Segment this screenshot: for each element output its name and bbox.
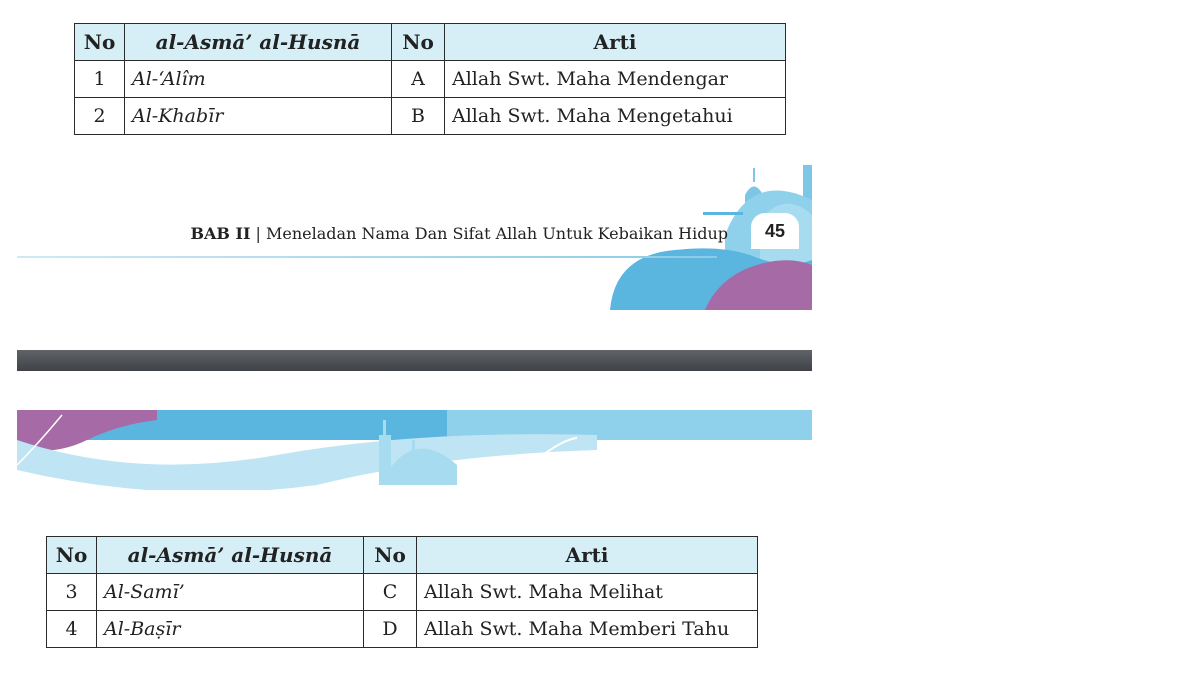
header-no-letter: No xyxy=(392,24,445,61)
page-number: 45 xyxy=(751,213,799,249)
table-row xyxy=(47,574,758,611)
row-letter: B xyxy=(392,98,445,135)
row-number: 4 xyxy=(47,611,97,648)
footer-separator: | xyxy=(250,224,266,243)
header-mosque-decoration xyxy=(17,410,812,490)
row-number: 3 xyxy=(47,574,97,611)
chapter-label: BAB II xyxy=(190,224,251,243)
table-row xyxy=(75,98,786,135)
row-number: 2 xyxy=(75,98,125,135)
table-header-row xyxy=(75,24,786,61)
asma-name: Al-Khabīr xyxy=(125,98,392,135)
row-letter: D xyxy=(364,611,417,648)
header-no: No xyxy=(75,24,125,61)
row-letter: C xyxy=(364,574,417,611)
asma-meaning: Allah Swt. Maha Melihat xyxy=(417,574,758,611)
page-divider xyxy=(17,350,812,371)
footer-running-head xyxy=(190,224,728,243)
asmaul-husna-table-top xyxy=(74,23,786,135)
asma-meaning: Allah Swt. Maha Memberi Tahu xyxy=(417,611,758,648)
row-letter: A xyxy=(392,61,445,98)
asmaul-husna-table-bottom xyxy=(46,536,758,648)
asma-name: Al-‘Alîm xyxy=(125,61,392,98)
header-arti: Arti xyxy=(417,537,758,574)
header-no: No xyxy=(47,537,97,574)
header-asma: al-Asmā’ al-Husnā xyxy=(125,24,392,61)
row-number: 1 xyxy=(75,61,125,98)
table-row xyxy=(47,611,758,648)
footer-rule xyxy=(17,256,717,258)
table-row xyxy=(75,61,786,98)
asma-name: Al-Samī’ xyxy=(97,574,364,611)
asma-meaning: Allah Swt. Maha Mendengar xyxy=(445,61,786,98)
table-header-row xyxy=(47,537,758,574)
asma-name: Al-Baṣīr xyxy=(97,611,364,648)
header-arti: Arti xyxy=(445,24,786,61)
header-asma: al-Asmā’ al-Husnā xyxy=(97,537,364,574)
header-no-letter: No xyxy=(364,537,417,574)
asma-meaning: Allah Swt. Maha Mengetahui xyxy=(445,98,786,135)
chapter-title: Meneladan Nama Dan Sifat Allah Untuk Kebaikan Hidup xyxy=(266,224,728,243)
